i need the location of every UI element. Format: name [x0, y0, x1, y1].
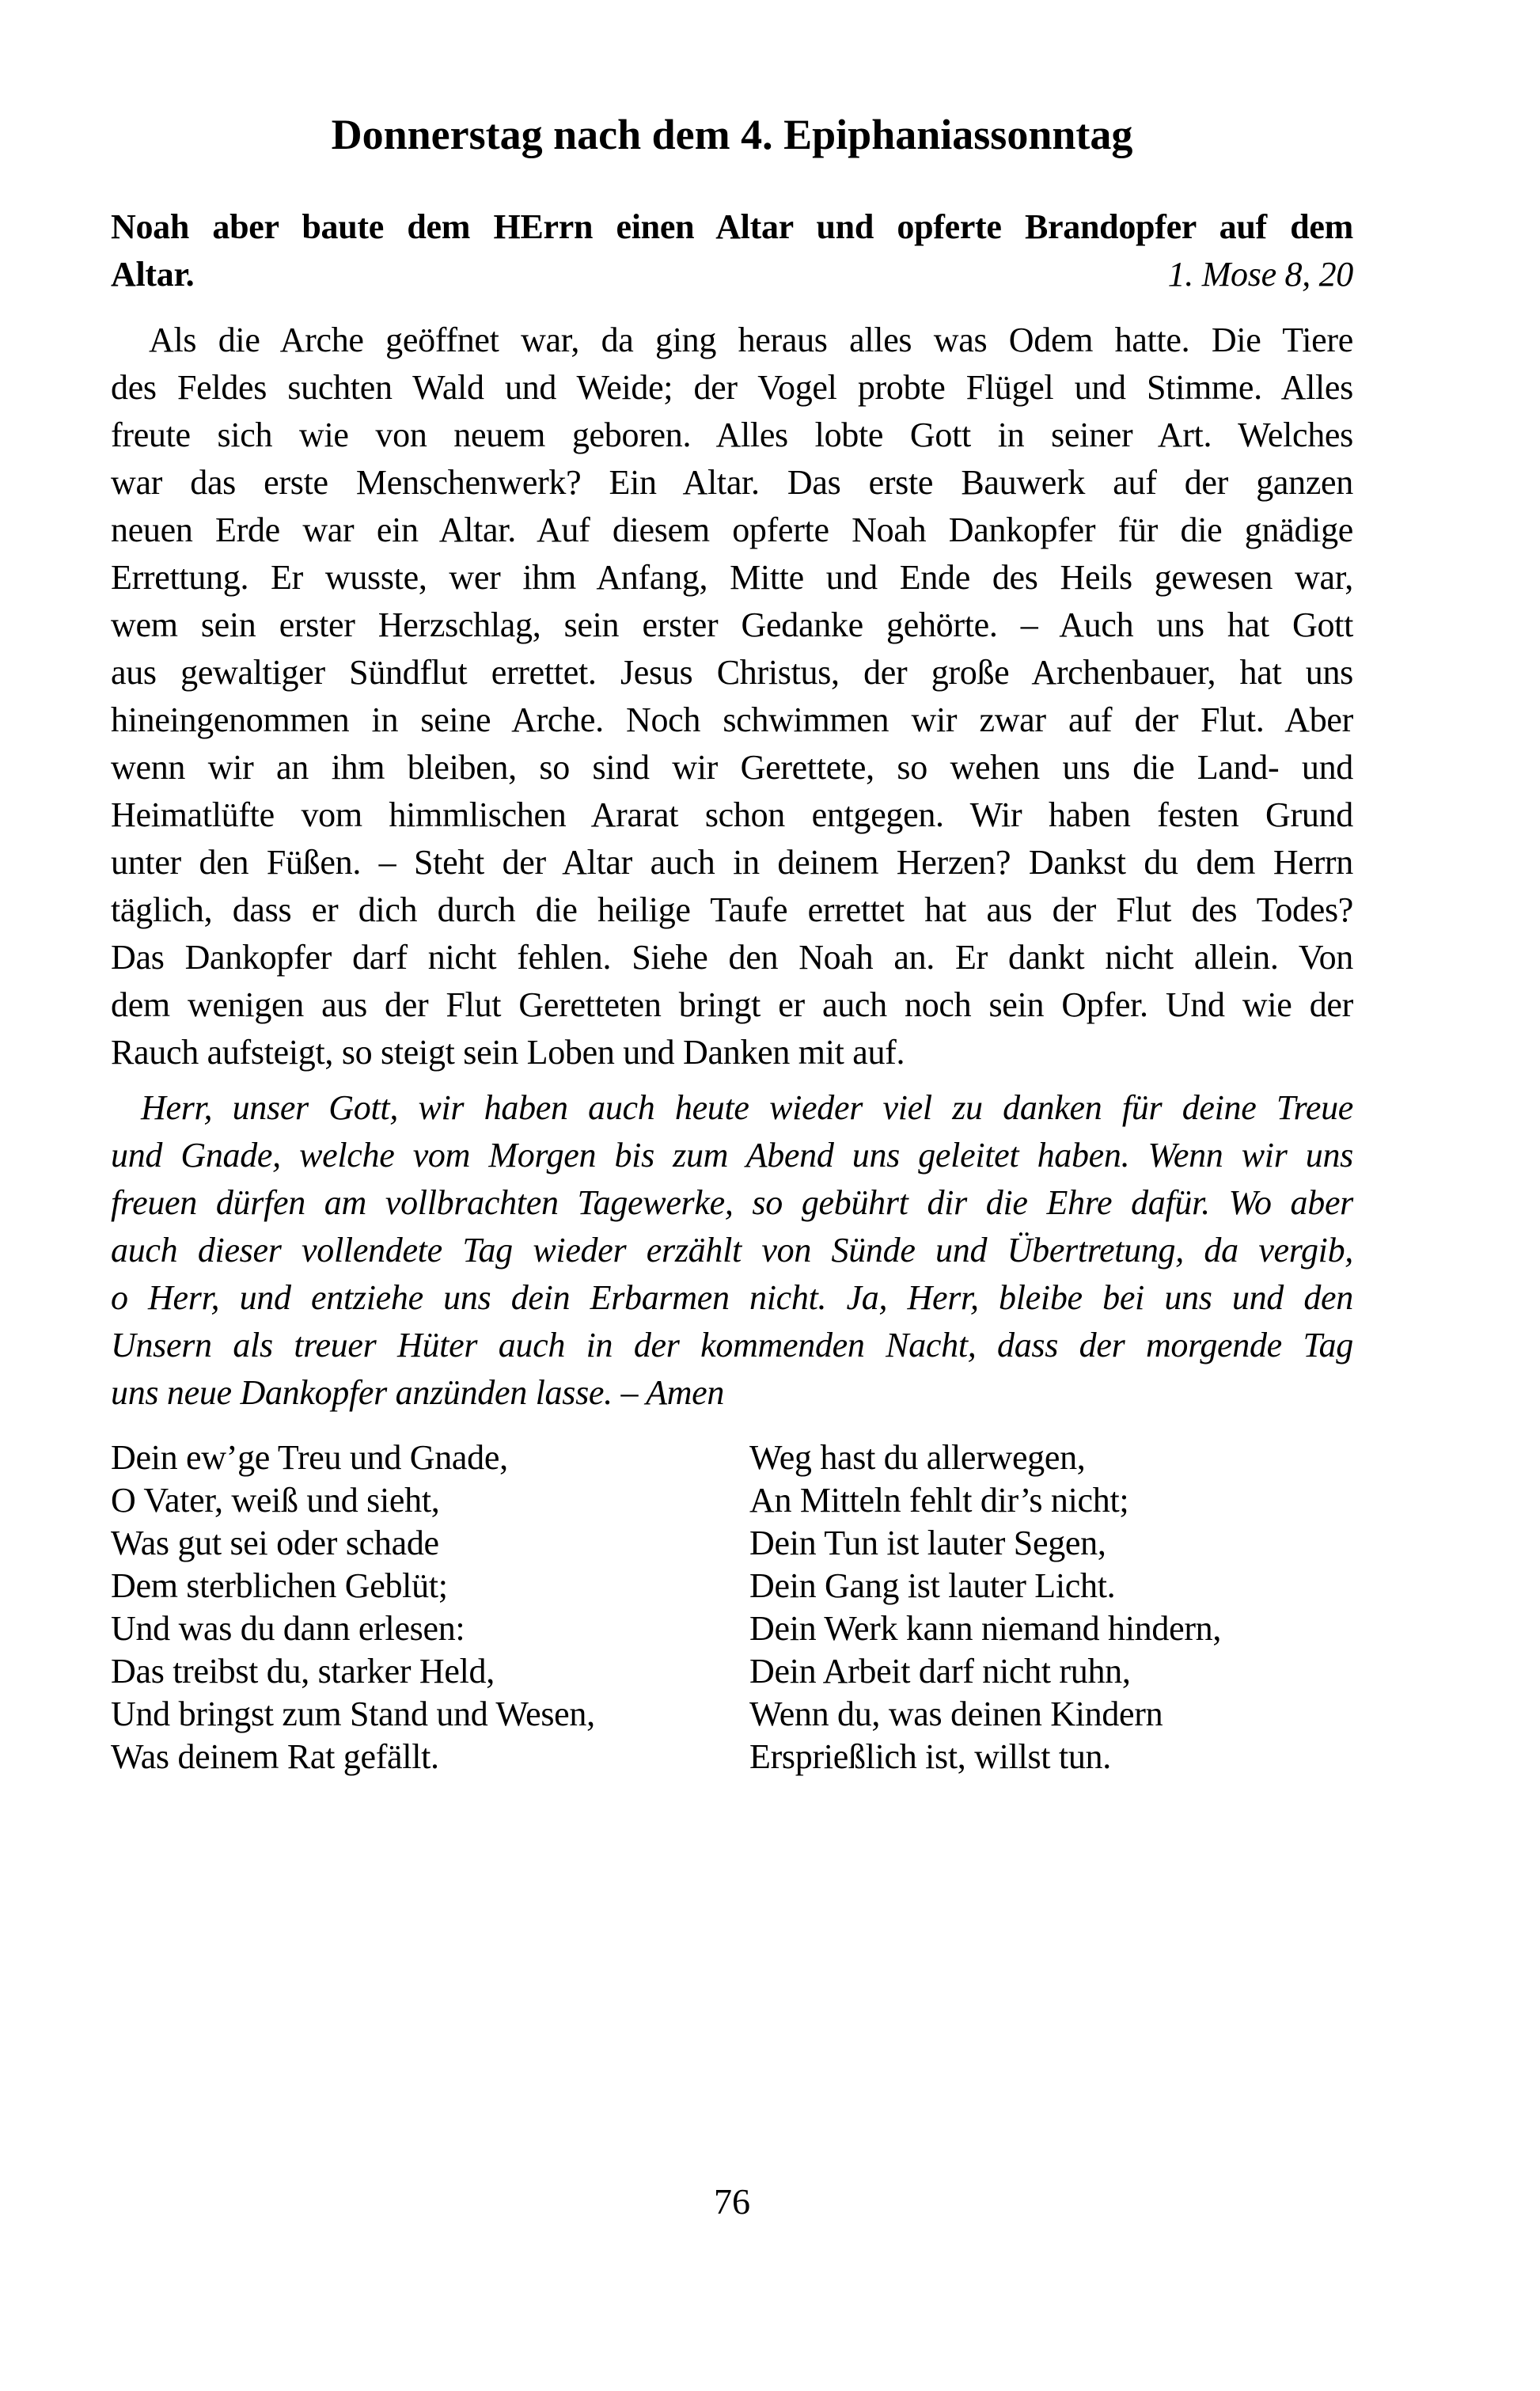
hymn-stanzas — [111, 1436, 1353, 1778]
bible-verse-end: Altar. — [111, 255, 195, 294]
text-line: und Gnade, welche vom Morgen bis zum Abend uns geleitet haben. Wenn wir uns — [111, 1136, 1353, 1175]
text-line: Das Dankopfer darf nicht fehlen. Siehe den Noah an. Er dankt nicht allein. Von — [111, 938, 1353, 977]
text-line: Wenn du, was deinen Kindern — [749, 1695, 1163, 1733]
devotional-page — [0, 108, 1540, 2391]
text-line: Dein Tun ist lauter Segen, — [749, 1524, 1106, 1562]
text-line: Und bringst zum Stand und Wesen, — [111, 1695, 595, 1733]
text-line: Dein Gang ist lauter Licht. — [749, 1566, 1116, 1605]
text-line: Ersprießlich ist, willst tun. — [749, 1737, 1111, 1776]
text-line: O Vater, weiß und sieht, — [111, 1481, 440, 1520]
text-line: o Herr, und entziehe uns dein Erbarmen nicht. Ja, Herr, bleibe bei uns und den — [111, 1278, 1353, 1317]
text-line: täglich, dass er dich durch die heilige Taufe errettet hat aus der Flut des Todes? — [111, 890, 1353, 929]
hymn-stanza-left — [111, 1436, 749, 1778]
text-line: Rauch aufsteigt, so steigt sein Loben und Danken mit auf. — [111, 1033, 905, 1072]
bible-verse-line: Noah aber baute dem HErrn einen Altar und opferte Brandopfer auf dem — [111, 207, 1353, 246]
text-line: hineingenommen in seine Arche. Noch schwimmen wir zwar auf der Flut. Aber — [111, 700, 1353, 739]
bible-verse — [111, 203, 1353, 298]
text-line: Und was du dann erlesen: — [111, 1609, 465, 1648]
text-line: An Mitteln fehlt dir’s nicht; — [749, 1481, 1129, 1520]
text-line: Errettung. Er wusste, wer ihm Anfang, Mitte und Ende des Heils gewesen war, — [111, 558, 1353, 597]
text-line: wem sein erster Herzschlag, sein erster Gedanke gehörte. – Auch uns hat Gott — [111, 605, 1353, 644]
text-line: uns neue Dankopfer anzünden lasse. – Amen — [111, 1373, 725, 1412]
text-line: Weg hast du allerwegen, — [749, 1438, 1086, 1477]
text-line: freuen dürfen am vollbrachten Tagewerke, so gebührt dir die Ehre dafür. Wo aber — [111, 1183, 1353, 1222]
text-line: aus gewaltiger Sündflut errettet. Jesus Christus, der große Archenbauer, hat uns — [111, 653, 1353, 692]
bible-reference: 1. Mose 8, 20 — [1167, 255, 1353, 294]
text-line: unter den Füßen. – Steht der Altar auch in deinem Herzen? Dankst du dem Herrn — [111, 843, 1353, 882]
page-number: 76 — [714, 2181, 750, 2222]
text-line: Dein Arbeit darf nicht ruhn, — [749, 1652, 1131, 1691]
text-line: Dein Werk kann niemand hindern, — [749, 1609, 1222, 1648]
text-line: war das erste Menschenwerk? Ein Altar. Das erste Bauwerk auf der ganzen — [111, 463, 1353, 502]
text-line: Was gut sei oder schade — [111, 1524, 439, 1562]
meditation-paragraph — [111, 317, 1353, 1076]
text-line: Was deinem Rat gefällt. — [111, 1737, 439, 1776]
text-line: Herr, unser Gott, wir haben auch heute wieder viel zu danken für deine Treue — [141, 1088, 1353, 1127]
text-line: Dem sterblichen Geblüt; — [111, 1566, 448, 1605]
text-line: Dein ew’ge Treu und Gnade, — [111, 1438, 508, 1477]
text-line: auch dieser vollendete Tag wieder erzählt von Sünde und Übertretung, da vergib, — [111, 1231, 1353, 1270]
hymn-stanza-right — [749, 1436, 1221, 1778]
text-line: Das treibst du, starker Held, — [111, 1652, 495, 1691]
text-line: freute sich wie von neuem geboren. Alles lobte Gott in seiner Art. Welches — [111, 416, 1353, 454]
text-line: wenn wir an ihm bleiben, so sind wir Gerettete, so wehen uns die Land- und — [111, 748, 1353, 787]
page-title: Donnerstag nach dem 4. Epiphaniassonntag — [331, 111, 1133, 158]
prayer-paragraph — [111, 1084, 1353, 1417]
text-line: Als die Arche geöffnet war, da ging heraus alles was Odem hatte. Die Tiere — [149, 321, 1353, 359]
text-line: Heimatlüfte vom himmlischen Ararat schon entgegen. Wir haben festen Grund — [111, 795, 1353, 834]
text-line: des Feldes suchten Wald und Weide; der Vogel probte Flügel und Stimme. Alles — [111, 368, 1353, 407]
text-line: Unsern als treuer Hüter auch in der kommenden Nacht, dass der morgende Tag — [111, 1326, 1353, 1364]
text-line: neuen Erde war ein Altar. Auf diesem opferte Noah Dankopfer für die gnädige — [111, 510, 1353, 549]
bible-verse-last-line — [111, 251, 1353, 298]
text-line: dem wenigen aus der Flut Geretteten bringt er auch noch sein Opfer. Und wie der — [111, 985, 1353, 1024]
